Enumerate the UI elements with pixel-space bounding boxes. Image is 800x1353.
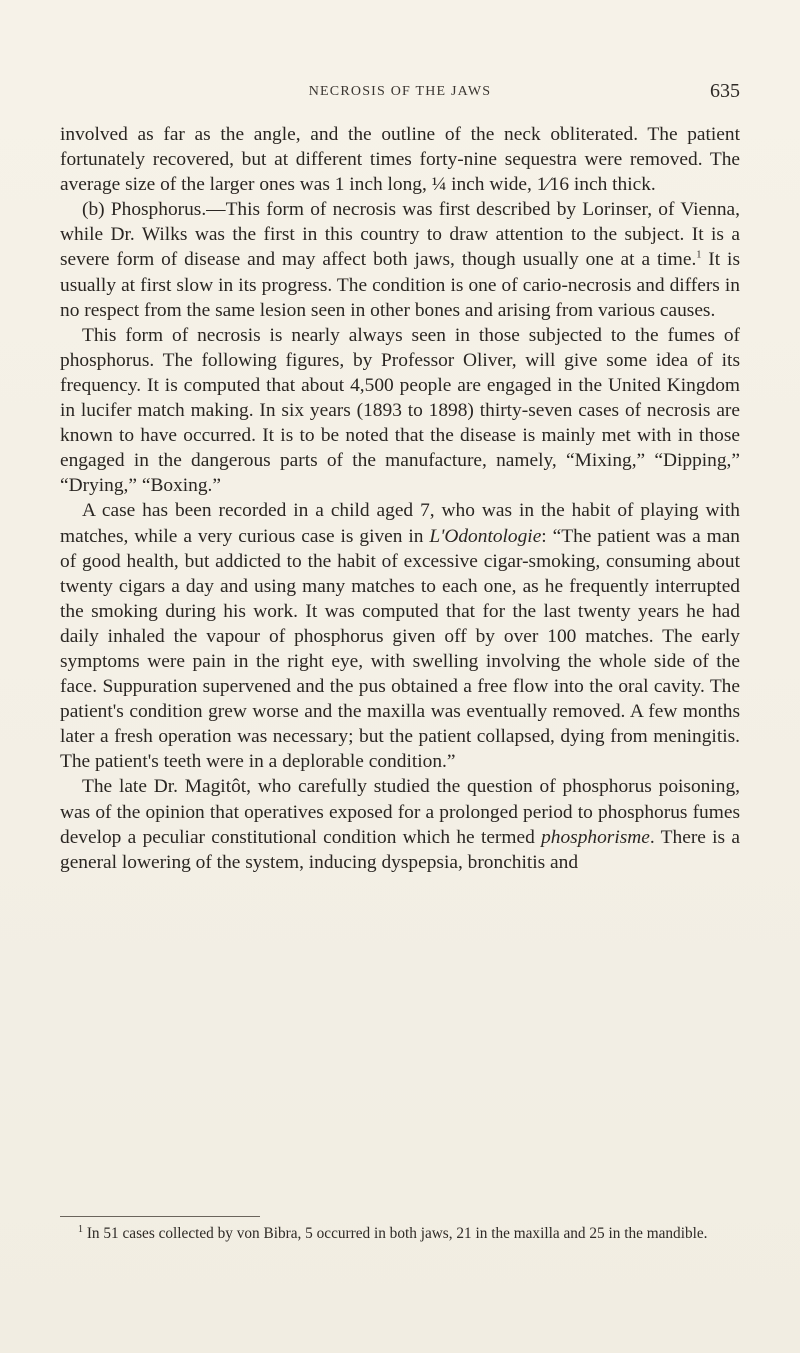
paragraph-phosphorus-text-a: (b) Phosphorus.—This form of necrosis was first described by Lorinser, of Vienna, while Dr. Wilks was the first in this country to draw attention to the subject. It is a severe form of disease and may affect both jaws, though usually one at a time. [60,199,740,271]
footnote-divider [60,1216,260,1217]
running-head [60,80,740,110]
running-title: NECROSIS OF THE JAWS [308,84,492,99]
body-text [60,122,740,875]
footnote-text: In 51 cases collected by von Bibra, 5 occurred in both jaws, 21 in the maxilla and 25 in the mandible. [83,1225,708,1242]
paragraph-case [60,498,740,774]
footnote [60,1224,740,1244]
term-phosphorisme: phosphorisme [541,826,650,848]
paragraph-frequency: This form of necrosis is nearly always seen in those subjected to the fumes of phosphorus. The following figures, by Professor Oliver, will give some idea of its frequency. It is computed that about 4,500 people are engaged in the United Kingdom in lucifer match making. In six years (1893 to 1898) thirty-seven cases of necrosis are known to have occurred. It is to be noted that the disease is mainly met with in those engaged in the dangerous parts of the manufacture, namely, “Mixing,” “Dipping,” “Drying,” “Boxing.” [60,324,740,497]
footnote-paragraph [60,1224,740,1244]
page-number: 635 [710,80,740,102]
journal-title: L'Odontologie [429,525,542,547]
paragraph-magitot-text-b: . There is a general lowering of the system, inducing dyspepsia, bronchitis and [60,826,741,873]
paragraph-magitot [60,774,740,874]
paragraph-case-text-b: : “The patient was a man of good health, but addicted to the habit of excessive cigar-smoking, consuming about twenty cigars a day and using many matches to each one, as he frequently interrupted the smoking during his work. It was computed that for the last twenty years he had daily inhaled the vapour of phosphorus given off by over 100 matches. The early symptoms were pain in the right eye, with swelling involving the whole side of the face. Suppuration supervened and the pus obtained a free flow into the oral cavity. The patient's condition grew worse and the maxilla was eventually removed. A few months later a fresh operation was necessary; but the patient collapsed, dying from meningitis. The patient's teeth were in a deplorable condition.” [60,525,740,773]
paragraph-phosphorus [60,197,740,322]
paragraph-magitot-text-a: The late Dr. Magitôt, who carefully studied the question of phosphorus poisoning, was of the opinion that operatives exposed for a prolonged period to phosphorus fumes develop a peculiar constitutional condition which he termed [60,776,740,848]
paragraph-phosphorus-text-b: It is usually at first slow in its progress. The condition is one of cario-necrosis and differs in no respect from the same lesion seen in other bones and arising from various causes. [60,249,740,321]
paragraph-case-text-a: A case has been recorded in a child aged 7, who was in the habit of playing with matches, while a very curious case is given in [60,500,740,547]
footnote-mark: 1 [78,1223,83,1235]
paragraph-continuation: involved as far as the angle, and the outline of the neck obliterated. The patient fortunately recovered, but at different times forty-nine sequestra were removed. The average size of the larger ones was 1 inch long, ¼ inch wide, 1⁄16 inch thick. [60,124,740,196]
footnote-reference: 1 [696,250,702,261]
